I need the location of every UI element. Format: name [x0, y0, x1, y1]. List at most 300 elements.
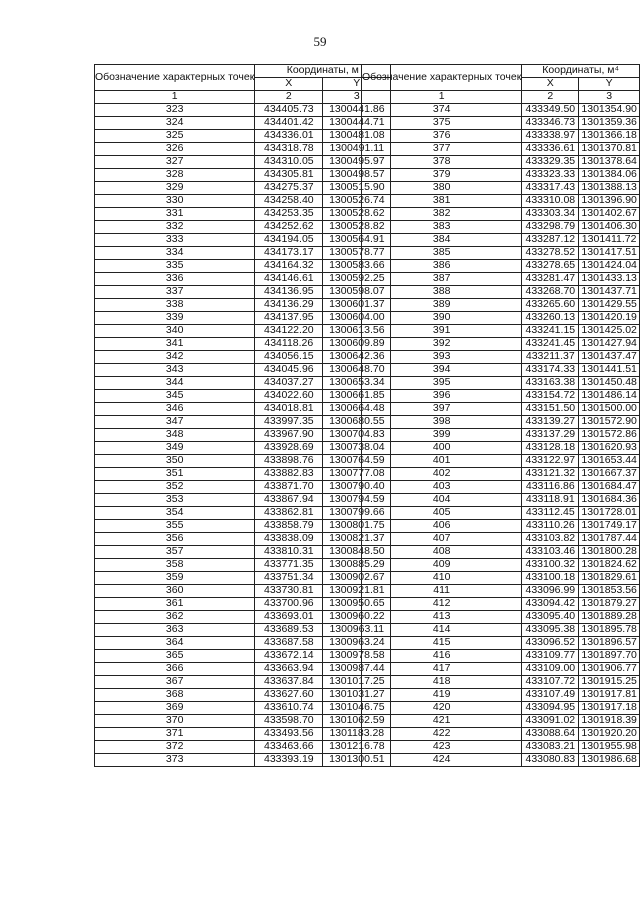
- y-coordinate-cell: 1301378.64: [579, 156, 640, 169]
- table-row: [362, 312, 640, 325]
- point-id-cell: 344: [95, 377, 255, 390]
- y-coordinate-cell: 1300661.85: [323, 390, 391, 403]
- point-id-cell: 367: [95, 676, 255, 689]
- y-coordinate-cell: 1301917.81: [579, 689, 640, 702]
- x-coordinate-cell: 433112.45: [522, 507, 579, 520]
- point-id-cell: 355: [95, 520, 255, 533]
- y-coordinate-cell: 1301425.02: [579, 325, 640, 338]
- table-row: [362, 572, 640, 585]
- table-row: [362, 754, 640, 767]
- column-index: 1: [95, 91, 255, 104]
- x-coordinate-cell: 433118.91: [522, 494, 579, 507]
- table-row: [362, 533, 640, 546]
- page-number: 59: [313, 34, 327, 49]
- point-id-cell: 424: [362, 754, 522, 767]
- y-coordinate-cell: 1301920.20: [579, 728, 640, 741]
- y-coordinate-cell: 1301915.25: [579, 676, 640, 689]
- x-coordinate-cell: 433094.42: [522, 598, 579, 611]
- table-row: [95, 637, 391, 650]
- table-row: [95, 286, 391, 299]
- table-row: [95, 117, 391, 130]
- y-coordinate-cell: 1301017.25: [323, 676, 391, 689]
- table-row: [95, 702, 391, 715]
- point-id-cell: 385: [362, 247, 522, 260]
- point-label-header: Обозначение характерных точек: [362, 65, 522, 91]
- table-row: [95, 481, 391, 494]
- y-coordinate-cell: 1301216.78: [323, 741, 391, 754]
- point-id-cell: 422: [362, 728, 522, 741]
- table-row: [362, 221, 640, 234]
- point-id-cell: 415: [362, 637, 522, 650]
- column-index: 3: [579, 91, 640, 104]
- y-coordinate-cell: 1301441.51: [579, 364, 640, 377]
- table-row: [362, 624, 640, 637]
- table-row: [362, 195, 640, 208]
- point-id-cell: 324: [95, 117, 255, 130]
- x-coordinate-cell: 433751.34: [255, 572, 323, 585]
- x-coordinate-cell: 433338.97: [522, 130, 579, 143]
- table-row: [95, 169, 391, 182]
- x-coordinate-cell: 433882.83: [255, 468, 323, 481]
- x-coordinate-cell: 433598.70: [255, 715, 323, 728]
- y-coordinate-cell: 1301402.67: [579, 208, 640, 221]
- point-id-cell: 373: [95, 754, 255, 767]
- point-id-cell: 340: [95, 325, 255, 338]
- table-row: [362, 403, 640, 416]
- table-row: [95, 312, 391, 325]
- y-coordinate-cell: 1301437.47: [579, 351, 640, 364]
- y-coordinate-cell: 1301437.71: [579, 286, 640, 299]
- y-coordinate-cell: 1301889.28: [579, 611, 640, 624]
- table-row: [95, 559, 391, 572]
- point-id-cell: 405: [362, 507, 522, 520]
- x-coordinate-cell: 434194.05: [255, 234, 323, 247]
- table-row: [95, 247, 391, 260]
- point-id-cell: 411: [362, 585, 522, 598]
- y-coordinate-cell: 1300498.57: [323, 169, 391, 182]
- table-row: [95, 754, 391, 767]
- y-coordinate-cell: 1301354.90: [579, 104, 640, 117]
- point-id-cell: 365: [95, 650, 255, 663]
- y-coordinate-cell: 1301824.62: [579, 559, 640, 572]
- y-coordinate-cell: 1300794.59: [323, 494, 391, 507]
- point-id-cell: 348: [95, 429, 255, 442]
- x-coordinate-cell: 433122.97: [522, 455, 579, 468]
- point-id-cell: 353: [95, 494, 255, 507]
- table-row: [362, 663, 640, 676]
- x-coordinate-cell: 433100.32: [522, 559, 579, 572]
- column-index: 2: [522, 91, 579, 104]
- point-id-cell: 420: [362, 702, 522, 715]
- y-coordinate-cell: 1301853.56: [579, 585, 640, 598]
- point-id-cell: 371: [95, 728, 255, 741]
- point-id-cell: 350: [95, 455, 255, 468]
- y-coordinate-cell: 1300848.50: [323, 546, 391, 559]
- table-row: [362, 559, 640, 572]
- table-row: [362, 702, 640, 715]
- point-id-cell: 347: [95, 416, 255, 429]
- y-coordinate-cell: 1300978.58: [323, 650, 391, 663]
- y-coordinate-cell: 1301897.70: [579, 650, 640, 663]
- x-coordinate-cell: 433241.15: [522, 325, 579, 338]
- x-coordinate-cell: 434136.95: [255, 286, 323, 299]
- table-row: [95, 234, 391, 247]
- point-id-cell: 328: [95, 169, 255, 182]
- table-row: [362, 247, 640, 260]
- y-coordinate-cell: 1300598.07: [323, 286, 391, 299]
- y-coordinate-cell: 1300664.48: [323, 403, 391, 416]
- x-coordinate-cell: 433095.38: [522, 624, 579, 637]
- x-coordinate-cell: 433700.96: [255, 598, 323, 611]
- table-row: [95, 598, 391, 611]
- point-id-cell: 363: [95, 624, 255, 637]
- y-coordinate-cell: 1300777.08: [323, 468, 391, 481]
- table-row: [362, 286, 640, 299]
- point-id-cell: 331: [95, 208, 255, 221]
- x-coordinate-cell: 433260.13: [522, 312, 579, 325]
- x-coordinate-cell: 433137.29: [522, 429, 579, 442]
- table-row: [362, 260, 640, 273]
- table-row: [95, 416, 391, 429]
- table-row: [95, 676, 391, 689]
- y-coordinate-cell: 1300601.37: [323, 299, 391, 312]
- y-coordinate-cell: 1301183.28: [323, 728, 391, 741]
- x-coordinate-cell: 433871.70: [255, 481, 323, 494]
- table-row: [95, 715, 391, 728]
- y-coordinate-cell: 1301918.39: [579, 715, 640, 728]
- point-id-cell: 375: [362, 117, 522, 130]
- y-coordinate-cell: 1301896.57: [579, 637, 640, 650]
- point-id-cell: 325: [95, 130, 255, 143]
- y-coordinate-cell: 1300960.22: [323, 611, 391, 624]
- table-row: [95, 208, 391, 221]
- table-row: [95, 351, 391, 364]
- point-id-cell: 382: [362, 208, 522, 221]
- y-coordinate-cell: 1300515.90: [323, 182, 391, 195]
- x-coordinate-cell: 433109.77: [522, 650, 579, 663]
- x-coordinate-cell: 433163.38: [522, 377, 579, 390]
- y-coordinate-cell: 1300821.37: [323, 533, 391, 546]
- point-id-cell: 399: [362, 429, 522, 442]
- table-row: [95, 728, 391, 741]
- point-id-cell: 369: [95, 702, 255, 715]
- y-coordinate-cell: 1301917.18: [579, 702, 640, 715]
- y-coordinate-cell: 1300963.24: [323, 637, 391, 650]
- y-coordinate-cell: 1301411.72: [579, 234, 640, 247]
- table-row: [362, 143, 640, 156]
- x-coordinate-cell: 433687.58: [255, 637, 323, 650]
- point-id-cell: 387: [362, 273, 522, 286]
- y-coordinate-cell: 1301749.17: [579, 520, 640, 533]
- point-id-cell: 408: [362, 546, 522, 559]
- table-body: [362, 104, 640, 767]
- x-coordinate-cell: 434253.35: [255, 208, 323, 221]
- x-coordinate-cell: 433298.79: [522, 221, 579, 234]
- point-id-cell: 407: [362, 533, 522, 546]
- point-id-cell: 416: [362, 650, 522, 663]
- table-row: [362, 182, 640, 195]
- x-coordinate-cell: 434146.61: [255, 273, 323, 286]
- y-coordinate-cell: 1300491.11: [323, 143, 391, 156]
- point-id-cell: 362: [95, 611, 255, 624]
- y-coordinate-cell: 1300613.56: [323, 325, 391, 338]
- y-coordinate-cell: 1301366.18: [579, 130, 640, 143]
- point-id-cell: 390: [362, 312, 522, 325]
- table-row: [95, 624, 391, 637]
- y-coordinate-cell: 1300704.83: [323, 429, 391, 442]
- point-id-cell: 402: [362, 468, 522, 481]
- table-row: [95, 507, 391, 520]
- coordinates-header: Координаты, м⁴: [522, 65, 640, 78]
- y-coordinate-cell: 1301500.00: [579, 403, 640, 416]
- point-id-cell: 377: [362, 143, 522, 156]
- y-coordinate-cell: 1301370.81: [579, 143, 640, 156]
- point-id-cell: 401: [362, 455, 522, 468]
- point-id-cell: 370: [95, 715, 255, 728]
- x-coordinate-cell: 433663.94: [255, 663, 323, 676]
- point-id-cell: 383: [362, 221, 522, 234]
- table-row: [362, 494, 640, 507]
- y-coordinate-cell: 1300764.59: [323, 455, 391, 468]
- table-row: [362, 325, 640, 338]
- y-coordinate-cell: 1301429.55: [579, 299, 640, 312]
- y-coordinate-cell: 1301046.75: [323, 702, 391, 715]
- y-coordinate-cell: 1301955.98: [579, 741, 640, 754]
- table-row: [95, 468, 391, 481]
- x-coordinate-cell: 434118.26: [255, 338, 323, 351]
- x-coordinate-cell: 433493.56: [255, 728, 323, 741]
- point-id-cell: 327: [95, 156, 255, 169]
- table-row: [362, 611, 640, 624]
- point-id-cell: 356: [95, 533, 255, 546]
- x-coordinate-cell: 433088.64: [522, 728, 579, 741]
- x-coordinate-cell: 433107.72: [522, 676, 579, 689]
- table-row: [362, 741, 640, 754]
- y-coordinate-cell: 1301433.13: [579, 273, 640, 286]
- table-row: [362, 728, 640, 741]
- y-coordinate-cell: 1301667.37: [579, 468, 640, 481]
- table-row: [362, 442, 640, 455]
- point-id-cell: 330: [95, 195, 255, 208]
- point-id-cell: 366: [95, 663, 255, 676]
- table-row: [95, 260, 391, 273]
- y-coordinate-cell: 1300648.70: [323, 364, 391, 377]
- point-id-cell: 326: [95, 143, 255, 156]
- point-id-cell: 417: [362, 663, 522, 676]
- y-coordinate-cell: 1301031.27: [323, 689, 391, 702]
- x-coordinate-cell: 433154.72: [522, 390, 579, 403]
- point-id-cell: 410: [362, 572, 522, 585]
- table-row: [362, 273, 640, 286]
- x-coordinate-cell: 434258.40: [255, 195, 323, 208]
- x-coordinate-cell: 433898.76: [255, 455, 323, 468]
- table-row: [95, 221, 391, 234]
- point-id-cell: 412: [362, 598, 522, 611]
- x-coordinate-cell: 433928.69: [255, 442, 323, 455]
- y-coordinate-cell: 1301424.04: [579, 260, 640, 273]
- table-row: [362, 299, 640, 312]
- x-coordinate-cell: 434305.81: [255, 169, 323, 182]
- y-coordinate-cell: 1301486.14: [579, 390, 640, 403]
- point-id-cell: 413: [362, 611, 522, 624]
- table-row: [95, 520, 391, 533]
- y-coordinate-cell: 1301427.94: [579, 338, 640, 351]
- x-coordinate-cell: 434122.20: [255, 325, 323, 338]
- y-coordinate-cell: 1300481.08: [323, 130, 391, 143]
- y-coordinate-cell: 1301062.59: [323, 715, 391, 728]
- point-id-cell: 394: [362, 364, 522, 377]
- x-coordinate-cell: 433867.94: [255, 494, 323, 507]
- y-coordinate-cell: 1300738.04: [323, 442, 391, 455]
- y-coordinate-cell: 1300902.67: [323, 572, 391, 585]
- y-coordinate-cell: 1301986.68: [579, 754, 640, 767]
- point-id-cell: 345: [95, 390, 255, 403]
- x-coordinate-cell: 433241.45: [522, 338, 579, 351]
- table-row: [95, 325, 391, 338]
- coordinates-header: Координаты, м: [255, 65, 391, 78]
- x-coordinate-cell: 433771.35: [255, 559, 323, 572]
- point-id-cell: 334: [95, 247, 255, 260]
- table-row: [362, 429, 640, 442]
- table-row: [95, 143, 391, 156]
- table-row: [95, 494, 391, 507]
- y-coordinate-cell: 1301396.90: [579, 195, 640, 208]
- y-coordinate-cell: 1300564.91: [323, 234, 391, 247]
- y-coordinate-cell: 1300680.55: [323, 416, 391, 429]
- x-coordinate-cell: 433265.60: [522, 299, 579, 312]
- y-coordinate-cell: 1300495.97: [323, 156, 391, 169]
- x-coordinate-cell: 433346.73: [522, 117, 579, 130]
- x-coordinate-cell: 434056.15: [255, 351, 323, 364]
- table-row: [95, 364, 391, 377]
- column-index: 2: [255, 91, 323, 104]
- y-coordinate-cell: 1300578.77: [323, 247, 391, 260]
- x-coordinate-cell: 433627.60: [255, 689, 323, 702]
- x-coordinate-cell: 433211.37: [522, 351, 579, 364]
- table-row: [362, 455, 640, 468]
- table-row: [362, 507, 640, 520]
- table-row: [362, 156, 640, 169]
- point-id-cell: 343: [95, 364, 255, 377]
- table-row: [95, 377, 391, 390]
- x-coordinate-cell: 433997.35: [255, 416, 323, 429]
- x-coordinate-cell: 433967.90: [255, 429, 323, 442]
- table-row: [95, 429, 391, 442]
- column-index: 1: [362, 91, 522, 104]
- x-coordinate-cell: 433091.02: [522, 715, 579, 728]
- point-id-cell: 361: [95, 598, 255, 611]
- x-coordinate-cell: 433103.82: [522, 533, 579, 546]
- point-id-cell: 397: [362, 403, 522, 416]
- point-id-cell: 351: [95, 468, 255, 481]
- point-id-cell: 354: [95, 507, 255, 520]
- x-coordinate-cell: 434037.27: [255, 377, 323, 390]
- y-coordinate-cell: 1300528.62: [323, 208, 391, 221]
- x-coordinate-cell: 433096.52: [522, 637, 579, 650]
- point-id-cell: 368: [95, 689, 255, 702]
- y-coordinate-cell: 1300987.44: [323, 663, 391, 676]
- y-coordinate-cell: 1300921.81: [323, 585, 391, 598]
- x-coordinate-cell: 433268.70: [522, 286, 579, 299]
- x-coordinate-cell: 433310.08: [522, 195, 579, 208]
- y-coordinate-cell: 1301728.01: [579, 507, 640, 520]
- point-id-cell: 359: [95, 572, 255, 585]
- x-coordinate-cell: 433862.81: [255, 507, 323, 520]
- table-row: [362, 130, 640, 143]
- point-id-cell: 409: [362, 559, 522, 572]
- x-coordinate-cell: 433080.83: [522, 754, 579, 767]
- x-coordinate-cell: 433139.27: [522, 416, 579, 429]
- x-coordinate-cell: 433810.31: [255, 546, 323, 559]
- table-row: [95, 182, 391, 195]
- table-row: [362, 208, 640, 221]
- point-id-cell: 341: [95, 338, 255, 351]
- table-row: [362, 117, 640, 130]
- x-coordinate-cell: 433083.21: [522, 741, 579, 754]
- x-header: X: [255, 78, 323, 91]
- x-coordinate-cell: 434022.60: [255, 390, 323, 403]
- x-coordinate-cell: 433278.65: [522, 260, 579, 273]
- y-coordinate-cell: 1300950.65: [323, 598, 391, 611]
- x-coordinate-cell: 433672.14: [255, 650, 323, 663]
- point-id-cell: 403: [362, 481, 522, 494]
- x-coordinate-cell: 434336.01: [255, 130, 323, 143]
- point-id-cell: 381: [362, 195, 522, 208]
- point-id-cell: 329: [95, 182, 255, 195]
- point-id-cell: 339: [95, 312, 255, 325]
- table-row: [362, 364, 640, 377]
- x-coordinate-cell: 433174.33: [522, 364, 579, 377]
- table-row: [362, 520, 640, 533]
- y-coordinate-cell: 1301417.51: [579, 247, 640, 260]
- point-id-cell: 352: [95, 481, 255, 494]
- y-coordinate-cell: 1300441.86: [323, 104, 391, 117]
- y-coordinate-cell: 1301787.44: [579, 533, 640, 546]
- table-row: [95, 455, 391, 468]
- x-coordinate-cell: 434164.32: [255, 260, 323, 273]
- point-id-cell: 414: [362, 624, 522, 637]
- table-row: [362, 390, 640, 403]
- table-row: [95, 299, 391, 312]
- x-coordinate-cell: 433393.19: [255, 754, 323, 767]
- table-row: [95, 130, 391, 143]
- x-coordinate-cell: 433637.84: [255, 676, 323, 689]
- table-row: [362, 416, 640, 429]
- y-coordinate-cell: 1300583.66: [323, 260, 391, 273]
- point-id-cell: 378: [362, 156, 522, 169]
- point-id-cell: 391: [362, 325, 522, 338]
- table-row: [362, 351, 640, 364]
- y-coordinate-cell: 1301406.30: [579, 221, 640, 234]
- point-id-cell: 388: [362, 286, 522, 299]
- point-id-cell: 396: [362, 390, 522, 403]
- x-header: X: [522, 78, 579, 91]
- x-coordinate-cell: 433287.12: [522, 234, 579, 247]
- point-id-cell: 421: [362, 715, 522, 728]
- table-row: [95, 585, 391, 598]
- point-id-cell: 384: [362, 234, 522, 247]
- y-coordinate-cell: 1300609.89: [323, 338, 391, 351]
- y-coordinate-cell: 1301388.13: [579, 182, 640, 195]
- point-id-cell: 389: [362, 299, 522, 312]
- x-coordinate-cell: 433323.33: [522, 169, 579, 182]
- table-row: [95, 689, 391, 702]
- table-row: [95, 663, 391, 676]
- x-coordinate-cell: 433610.74: [255, 702, 323, 715]
- table-row: [95, 650, 391, 663]
- x-coordinate-cell: 433689.53: [255, 624, 323, 637]
- point-id-cell: 358: [95, 559, 255, 572]
